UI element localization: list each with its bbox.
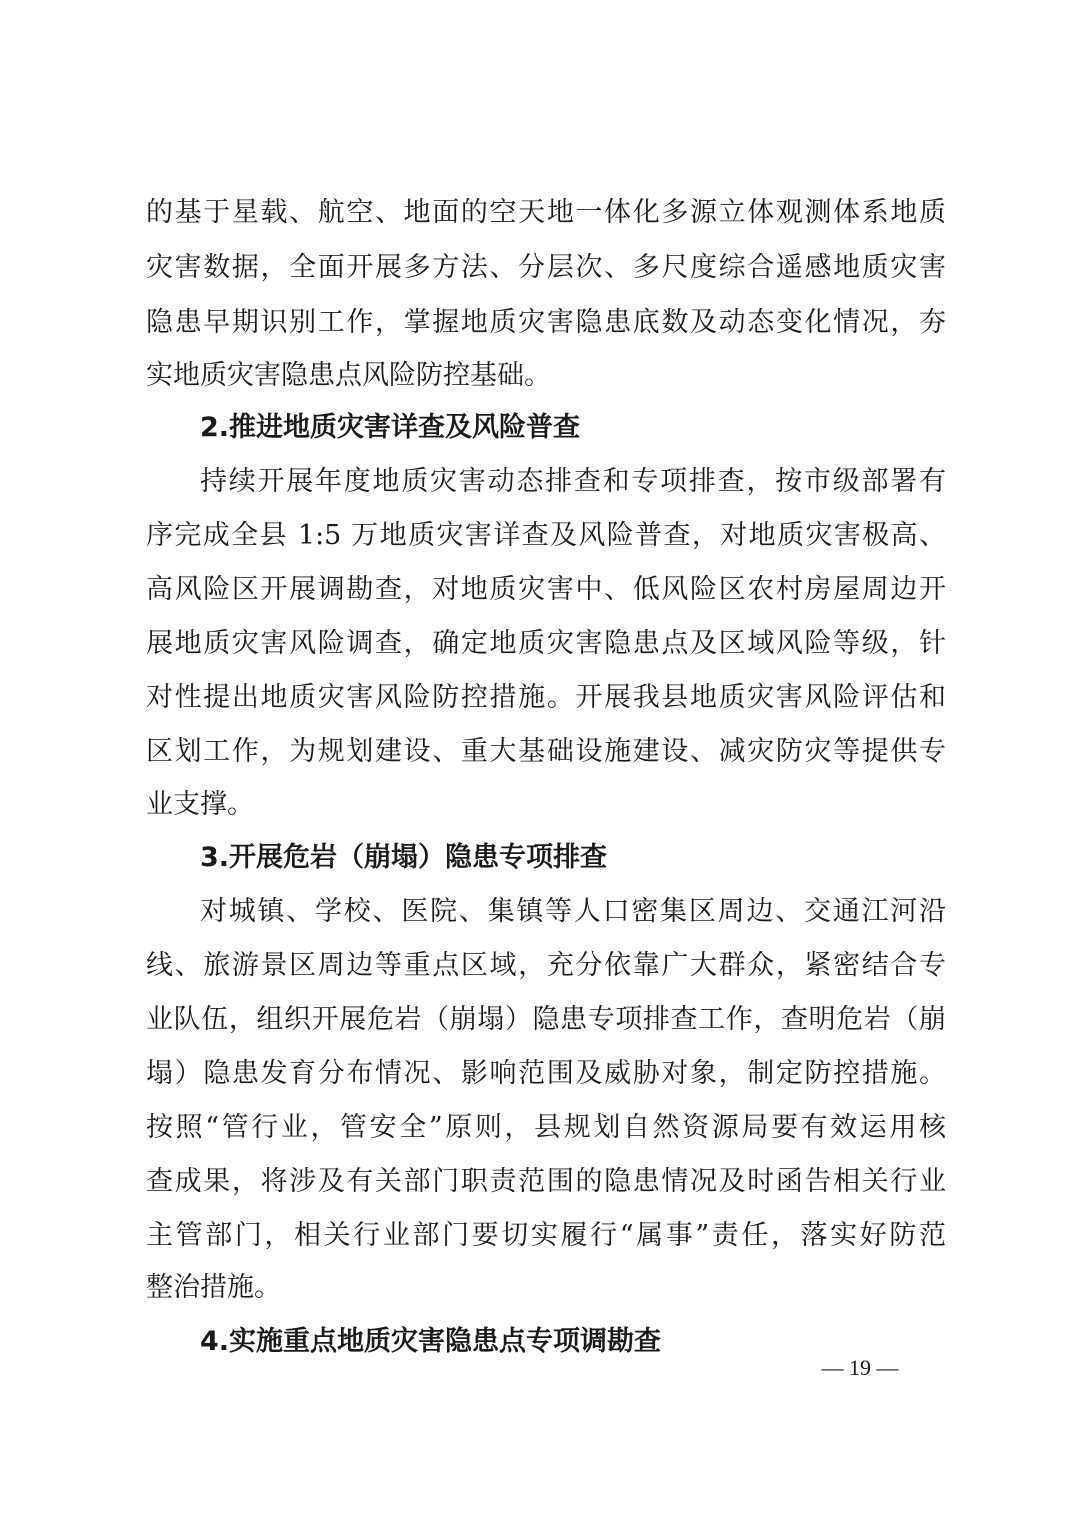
paragraph-3-line-7: 主管部门，相关行业部门要切实履行“属事”责任，落实好防范 bbox=[146, 1220, 946, 1251]
paragraph-3-line-4: 塌）隐患发育分布情况、影响范围及威胁对象，制定防控措施。 bbox=[146, 1058, 946, 1089]
paragraph-1-line-2: 灾害数据，全面开展多方法、分层次、多尺度综合遥感地质灾害 bbox=[146, 252, 946, 283]
section-heading-4: 4.实施重点地质灾害隐患点专项调勘查 bbox=[200, 1326, 662, 1357]
page-number: — 19 — bbox=[821, 1355, 899, 1380]
paragraph-1-line-3: 隐患早期识别工作，掌握地质灾害隐患底数及动态变化情况，夯 bbox=[146, 307, 946, 338]
paragraph-2-line-6: 区划工作，为规划建设、重大基础设施建设、减灾防灾等提供专 bbox=[146, 736, 946, 767]
paragraph-3-line-1: 对城镇、学校、医院、集镇等人口密集区周边、交通江河沿 bbox=[200, 896, 946, 927]
paragraph-1-line-4: 实地质灾害隐患点风险防控基础。 bbox=[146, 360, 551, 391]
paragraph-3-line-2: 线、旅游景区周边等重点区域，充分依靠广大群众，紧密结合专 bbox=[146, 950, 946, 981]
paragraph-2-line-5: 对性提出地质灾害风险防控措施。开展我县地质灾害风险评估和 bbox=[146, 682, 946, 713]
paragraph-3-line-3: 业队伍，组织开展危岩（崩塌）隐患专项排查工作，查明危岩（崩 bbox=[146, 1004, 946, 1035]
paragraph-2-line-1: 持续开展年度地质灾害动态排查和专项排查，按市级部署有 bbox=[200, 466, 946, 497]
section-heading-2: 2.推进地质灾害详查及风险普查 bbox=[200, 412, 581, 443]
paragraph-3-line-6: 查成果，将涉及有关部门职责范围的隐患情况及时函告相关行业 bbox=[146, 1166, 946, 1197]
paragraph-2-line-3: 高风险区开展调勘查，对地质灾害中、低风险区农村房屋周边开 bbox=[146, 574, 946, 605]
paragraph-2-line-7: 业支撑。 bbox=[146, 789, 254, 820]
paragraph-2-line-4: 展地质灾害风险调查，确定地质灾害隐患点及区域风险等级，针 bbox=[146, 628, 946, 659]
paragraph-2-line-2: 序完成全县 1:5 万地质灾害详查及风险普查，对地质灾害极高、 bbox=[146, 520, 946, 551]
paragraph-3-line-5: 按照“管行业，管安全”原则，县规划自然资源局要有效运用核 bbox=[146, 1112, 946, 1143]
section-heading-3: 3.开展危岩（崩塌）隐患专项排查 bbox=[200, 842, 608, 873]
paragraph-1-line-1: 的基于星载、航空、地面的空天地一体化多源立体观测体系地质 bbox=[146, 197, 946, 228]
paragraph-3-line-8: 整治措施。 bbox=[146, 1272, 281, 1303]
